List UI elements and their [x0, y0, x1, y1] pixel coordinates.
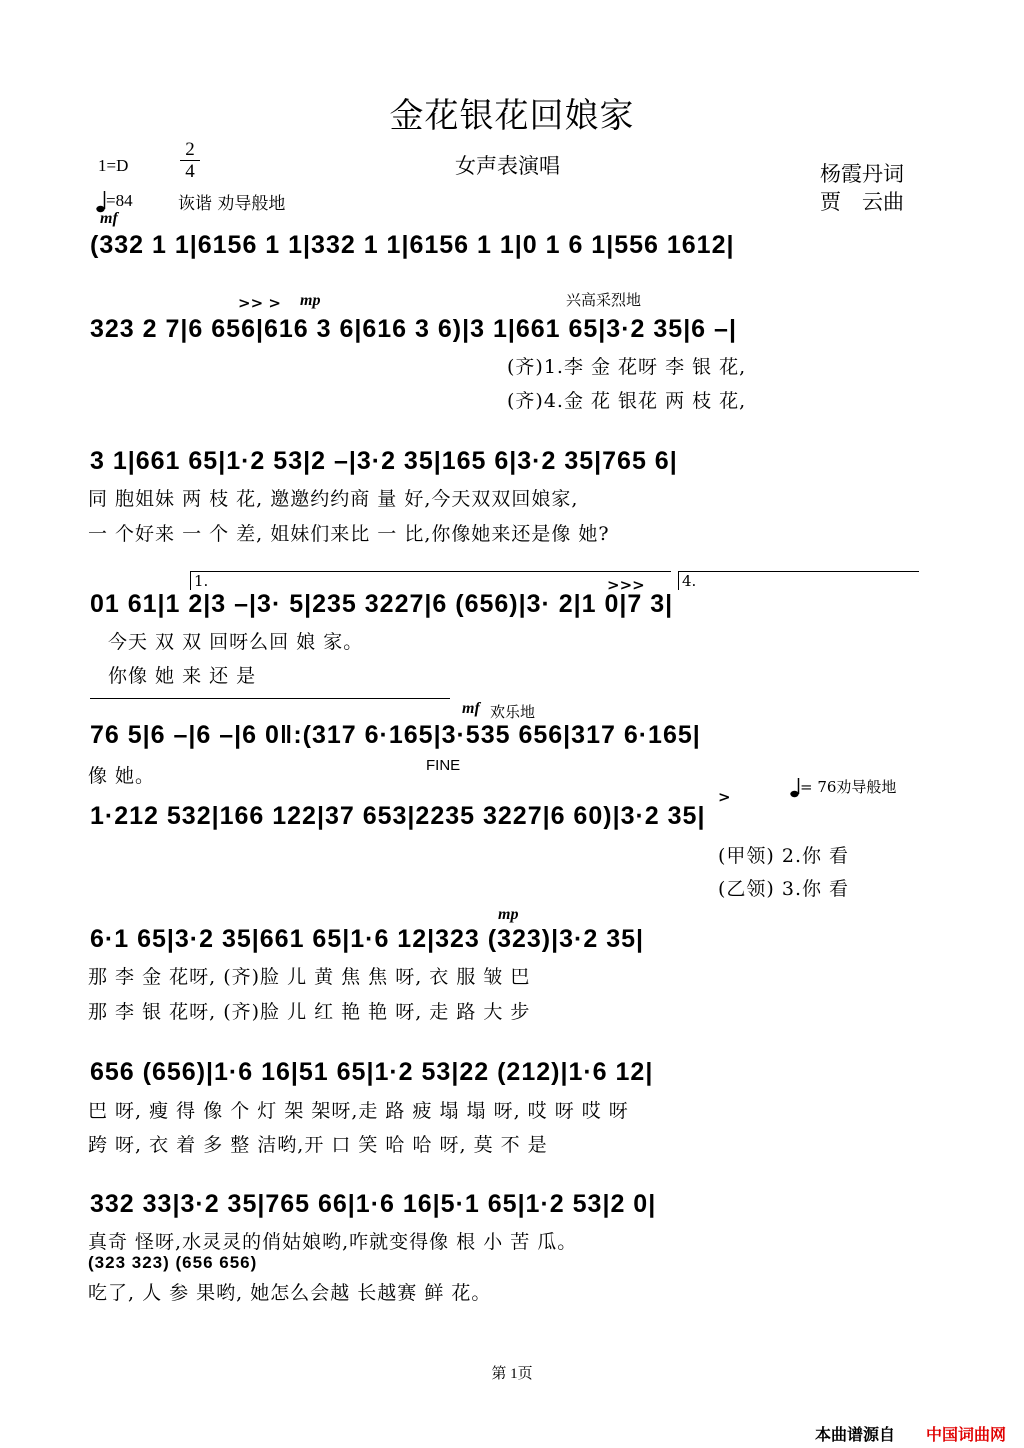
performance-style: 女声表演唱 — [455, 154, 560, 178]
page-number: 第 1页 — [491, 1366, 533, 1382]
lyric-line-7b: 那 李 银 花呀, (齐)脸 儿 红 艳 艳 呀, 走 路 大 步 — [88, 1001, 531, 1023]
lyric-line-4b: 你像 她 来 还 是 — [108, 665, 257, 687]
accent-marks: > — [718, 788, 731, 806]
page-title: 金花银花回娘家 — [389, 96, 635, 136]
tempo-change-value: = 76劝导般地 — [800, 778, 897, 796]
lyric-line-3a: 同 胞姐妹 两 枝 花, 邀邀约约商 量 好,今天双双回娘家, — [88, 488, 579, 510]
quarter-note-icon — [790, 777, 800, 799]
volta-bracket-1 — [190, 571, 671, 590]
lyric-line-5: 像 她。 — [88, 765, 156, 787]
dynamic-mp: mp — [498, 906, 519, 923]
direction-text: 兴高采烈地 — [566, 291, 642, 309]
composer: 贾 云曲 — [820, 190, 904, 214]
accent-marks: >> > — [238, 294, 281, 312]
volta-continuation — [90, 698, 450, 713]
lyric-line-8b: 跨 呀, 衣 着 多 整 洁哟,开 口 笑 哈 哈 呀, 莫 不 是 — [88, 1134, 548, 1156]
lyricist: 杨霞丹词 — [820, 162, 904, 186]
dynamic-mp: mp — [300, 292, 321, 309]
lyric-line-6b: (乙领) 3.你 看 — [718, 878, 850, 900]
source-label: 本曲谱源自 — [815, 1425, 896, 1444]
time-signature-top: 2 — [185, 139, 195, 160]
notation-line-6: 1·212 532|166 122|37 653|2235 3227|6 60)|3·2 35| — [90, 802, 706, 830]
volta-bracket-4 — [678, 571, 919, 590]
notation-line-7: 6·1 65|3·2 35|661 65|1·6 12|323 (323)|3·2 35| — [90, 925, 644, 953]
volta-1-label: 1. — [194, 572, 209, 590]
notation-line-8: 656 (656)|1·6 16|51 65|1·2 53|22 (212)|1·6 12| — [90, 1058, 654, 1086]
fine-marking: FINE — [426, 757, 461, 774]
lyric-line-2b: (齐)4.金 花 银花 两 枝 花, — [507, 390, 747, 412]
accent-marks: >>> — [607, 576, 645, 594]
lyric-line-9c: 吃了, 人 参 果哟, 她怎么会越 长越赛 鲜 花。 — [88, 1282, 492, 1304]
notation-line-1: (332 1 1|6156 1 1|332 1 1|6156 1 1|0 1 6 1|556 1612| — [90, 231, 735, 259]
lyric-line-9a: 真奇 怪呀,水灵灵的俏姑娘哟,咋就变得像 根 小 苦 瓜。 — [88, 1231, 578, 1253]
dynamic-mf: mf — [100, 210, 118, 227]
lyric-line-6a: (甲领) 2.你 看 — [718, 845, 850, 867]
lyric-line-9b: (323 323) (656 656) — [88, 1253, 258, 1272]
tempo-value: =84 — [106, 190, 133, 210]
direction-text: 欢乐地 — [490, 703, 536, 721]
tempo-change — [790, 776, 896, 799]
volta-4-label: 4. — [682, 572, 697, 590]
key-signature: 1=D — [98, 156, 129, 175]
lyric-line-3b: 一 个好来 一 个 差, 姐妹们来比 一 比,你像她来还是像 她? — [88, 523, 610, 545]
expression-marking: 诙谐 劝导般地 — [178, 194, 286, 214]
dynamic-mf: mf — [462, 700, 480, 717]
notation-line-2: 323 2 7|6 656|616 3 6|616 3 6)|3 1|661 65|3·2 35|6 –| — [90, 315, 737, 343]
lyric-line-8a: 巴 呀, 瘦 得 像 个 灯 架 架呀,走 路 疲 塌 塌 呀, 哎 呀 哎 呀 — [88, 1100, 629, 1122]
lyric-line-2a: (齐)1.李 金 花呀 李 银 花, — [507, 356, 747, 378]
lyric-line-4a: 今天 双 双 回呀么回 娘 家。 — [108, 631, 364, 653]
time-signature-bottom: 4 — [185, 161, 195, 182]
lyric-line-7a: 那 李 金 花呀, (齐)脸 儿 黄 焦 焦 呀, 衣 服 皱 巴 — [88, 966, 531, 988]
time-signature — [180, 140, 200, 181]
notation-line-3: 3 1|661 65|1·2 53|2 –|3·2 35|165 6|3·2 35|765 6| — [90, 447, 678, 475]
notation-line-9: 332 33|3·2 35|765 66|1·6 16|5·1 65|1·2 53|2 0| — [90, 1190, 657, 1218]
notation-line-5: 76 5|6 –|6 –|6 0‖:(317 6·165|3·535 656|317 6·165| — [90, 721, 701, 749]
source-link[interactable]: 中国词曲网 — [926, 1425, 1007, 1444]
notation-line-4: 01 61|1 2|3 –|3· 5|235 3227|6 (656)|3· 2|1 0|7 3| — [90, 590, 674, 618]
